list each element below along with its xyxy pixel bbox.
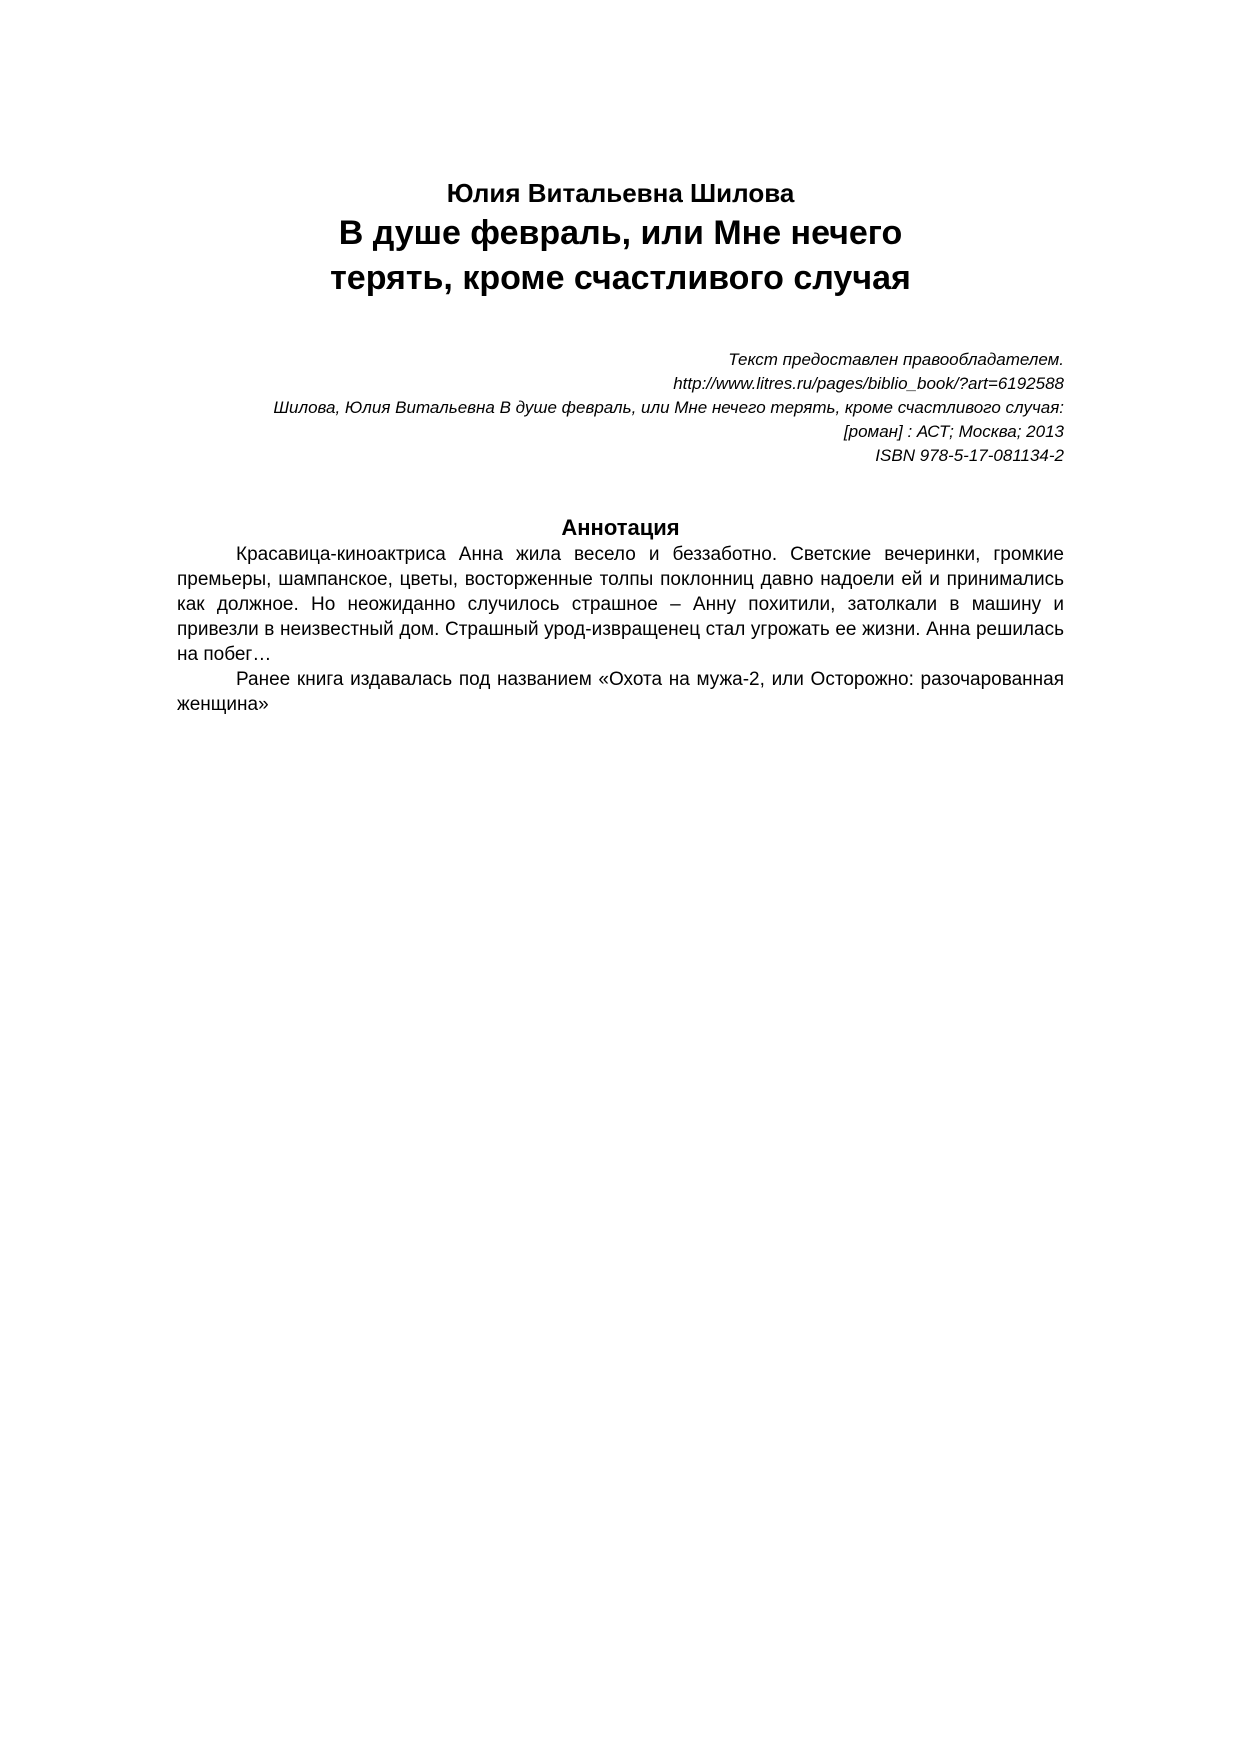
bibliographic-record: Шилова, Юлия Витальевна В душе февраль, или Мне нечего терять, кроме счастливого случая: [273,398,1064,417]
book-title [200,211,1041,301]
publication-info [170,348,1064,468]
annotation-paragraph: Красавица-киноактриса Анна жила весело и беззаботно. Светские вечеринки, громкие премьеры, шампанское, цветы, восторженные толпы поклонниц давно надоели ей и принимались как должное. Но неожиданно случилось страшное – Анну похитили, затолкали в машину и привезли в неизвестный дом. Страшный урод-извращенец стал угрожать ее жизни. Анна решилась на побег… [177,544,1064,665]
author-name: Юлия Витальевна Шилова [446,178,795,208]
annotation-heading: Аннотация [561,515,680,540]
isbn: ISBN 978-5-17-081134-2 [875,446,1064,465]
annotation-paragraph: Ранее книга издавалась под названием «Охота на мужа-2, или Осторожно: разочарованная женщина» [177,669,1064,715]
annotation-body [177,542,1064,717]
title-line: терять, кроме счастливого случая [330,259,911,297]
publisher-info: [роман] : АСТ; Москва; 2013 [843,422,1064,441]
title-line: В душе февраль, или Мне нечего [338,214,903,252]
source-link[interactable]: http://www.litres.ru/pages/biblio_book/?art=6192588 [673,374,1064,393]
rights-note: Текст предоставлен правообладателем. [728,350,1064,369]
